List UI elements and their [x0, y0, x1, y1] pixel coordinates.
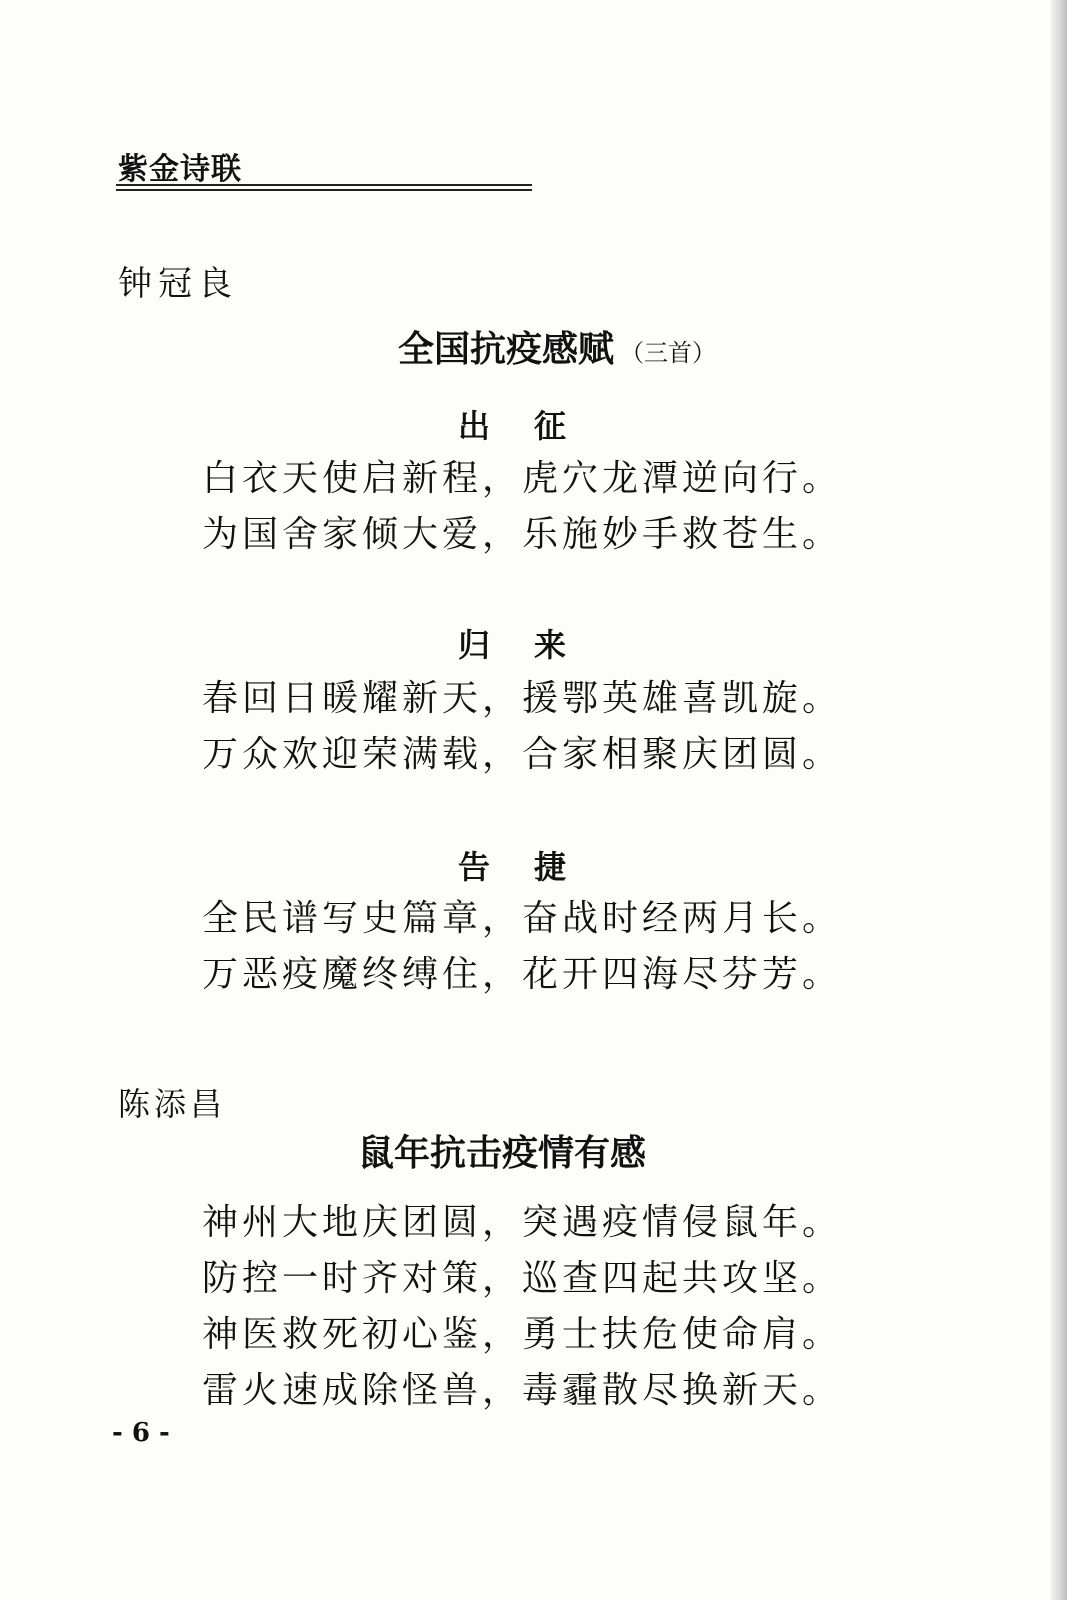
- page-number: - 6 -: [112, 1418, 170, 1448]
- poem-line: 神医救死初心鉴，勇士扶危使命肩。: [202, 1314, 843, 1355]
- poem-line: 万众欢迎荣满载，合家相聚庆团圆。: [202, 734, 843, 775]
- author-name-1: 钟冠良: [118, 264, 238, 304]
- poem-line: 全民谱写史篇章，奋战时经两月长。: [202, 898, 843, 939]
- header-rule: [116, 184, 532, 191]
- poem-subtitle-3-text: 告捷: [458, 848, 611, 886]
- author-name-2: 陈添昌: [118, 1085, 227, 1123]
- poem-line: 防控一时齐对策，巡查四起共攻坚。: [202, 1258, 843, 1299]
- running-header: 紫金诗联: [118, 152, 242, 187]
- poem-line: 雷火速成除怪兽，毒霾散尽换新天。: [202, 1370, 843, 1411]
- poem-title-1: [398, 326, 716, 376]
- poem-line: 神州大地庆团圆，突遇疫情侵鼠年。: [202, 1202, 843, 1243]
- poem-line: 春回日暖耀新天，援鄂英雄喜凯旋。: [202, 678, 843, 719]
- page-edge-shadow: [1051, 0, 1067, 1600]
- poem-line: 白衣天使启新程，虎穴龙潭逆向行。: [202, 458, 843, 499]
- poem-line: 万恶疫魔终缚住，花开四海尽芬芳。: [202, 954, 843, 995]
- poem-line: 为国舍家倾大爱，乐施妙手救苍生。: [202, 514, 843, 555]
- poem-title-1-note: （三首）: [620, 339, 717, 367]
- poem-subtitle-1-text: 出征: [458, 407, 611, 445]
- poem-title-2: 鼠年抗击疫情有感: [358, 1132, 647, 1174]
- poem-subtitle-2-text: 归来: [458, 626, 611, 664]
- poem-title-1-text: 全国抗疫感赋: [398, 328, 615, 370]
